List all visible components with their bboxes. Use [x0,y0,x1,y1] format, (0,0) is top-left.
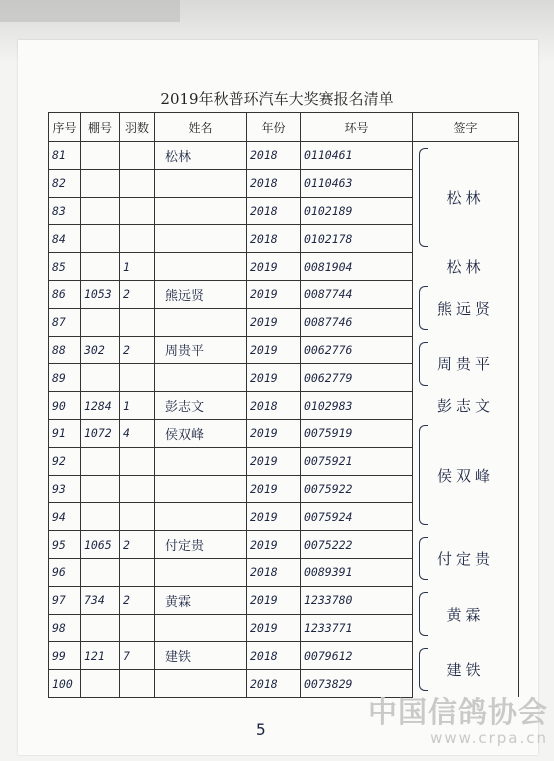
cell-loft: 302 [81,336,120,364]
header-name: 姓名 [155,113,247,142]
header-count: 羽数 [120,113,155,142]
cell-count [120,558,155,586]
cell-count: 2 [120,531,155,559]
cell-seq: 91 [49,419,81,447]
cell-count [120,169,155,197]
cell-seq: 100 [49,670,81,698]
cell-loft [81,308,120,336]
cell-count [120,670,155,698]
cell-seq: 96 [49,558,81,586]
cell-count [120,614,155,642]
cell-name [155,364,247,392]
table-row [49,642,519,670]
cell-signature: 侯双峰 [413,419,519,530]
cell-count [120,308,155,336]
cell-name [155,253,247,281]
header-loft: 棚号 [81,113,120,142]
cell-seq: 82 [49,169,81,197]
cell-seq: 88 [49,336,81,364]
cell-year: 2019 [247,308,301,336]
cell-name: 彭志文 [155,392,247,420]
document-title: 2019年秋普环汽车大奖赛报名清单 [160,90,394,108]
cell-ring: 0089391 [301,558,413,586]
cell-ring: 1233780 [301,586,413,614]
cell-year: 2019 [247,336,301,364]
table-row [49,392,519,420]
cell-name: 付定贵 [155,531,247,559]
cell-ring: 0102178 [301,225,413,253]
watermark [368,690,548,747]
cell-seq: 99 [49,642,81,670]
cell-ring: 0075919 [301,419,413,447]
cell-count [120,503,155,531]
signature-brace [419,286,428,330]
cell-loft: 121 [81,642,120,670]
table-row [49,419,519,447]
cell-count [120,197,155,225]
cell-name: 松林 [155,142,247,170]
cell-year: 2019 [247,614,301,642]
cell-year: 2018 [247,558,301,586]
cell-signature: 松林 [413,253,519,281]
cell-year: 2018 [247,169,301,197]
signature-brace [419,342,428,386]
cell-ring: 0102983 [301,392,413,420]
cell-seq: 98 [49,614,81,642]
cell-count [120,225,155,253]
cell-loft [81,253,120,281]
cell-year: 2019 [247,586,301,614]
cell-loft [81,475,120,503]
cell-ring: 1233771 [301,614,413,642]
cell-seq: 84 [49,225,81,253]
table-row [49,586,519,614]
cell-ring: 0087744 [301,280,413,308]
cell-year: 2018 [247,670,301,698]
cell-year: 2018 [247,392,301,420]
cell-ring: 0110461 [301,142,413,170]
cell-ring: 0062776 [301,336,413,364]
cell-year: 2019 [247,280,301,308]
cell-seq: 89 [49,364,81,392]
cell-year: 2019 [247,447,301,475]
signature-brace [419,148,428,247]
cell-name [155,308,247,336]
cell-name: 周贵平 [155,336,247,364]
watermark-url: www.crpa.cn [430,729,548,747]
registration-table [48,112,519,698]
cell-count: 2 [120,586,155,614]
cell-seq: 95 [49,531,81,559]
cell-name [155,447,247,475]
cell-seq: 85 [49,253,81,281]
cell-name: 黄霖 [155,586,247,614]
cell-count: 2 [120,336,155,364]
cell-signature: 周贵平 [413,336,519,392]
cell-count [120,364,155,392]
cell-ring: 0110463 [301,169,413,197]
cell-count [120,475,155,503]
cell-name [155,225,247,253]
cell-name [155,197,247,225]
cell-name [155,670,247,698]
signature-brace [419,537,428,581]
signature-brace [419,425,428,524]
table-header-row [49,113,519,142]
cell-ring: 0087746 [301,308,413,336]
header-year: 年份 [247,113,301,142]
table-row [49,531,519,559]
cell-ring: 0081904 [301,253,413,281]
page-number: 5 [256,720,266,739]
cell-seq: 81 [49,142,81,170]
cell-ring: 0075924 [301,503,413,531]
cell-year: 2019 [247,531,301,559]
table-row [49,253,519,281]
cell-loft [81,197,120,225]
cell-count: 1 [120,253,155,281]
cell-ring: 0075922 [301,475,413,503]
cell-seq: 83 [49,197,81,225]
cell-loft: 734 [81,586,120,614]
cell-seq: 92 [49,447,81,475]
cell-loft [81,142,120,170]
table-row [49,336,519,364]
cell-loft: 1284 [81,392,120,420]
cell-ring: 0075222 [301,531,413,559]
signature-brace [419,592,428,636]
cell-ring: 0062779 [301,364,413,392]
cell-loft [81,614,120,642]
cell-year: 2019 [247,419,301,447]
table-row [49,280,519,308]
cell-count: 4 [120,419,155,447]
cell-loft [81,670,120,698]
cell-name [155,169,247,197]
cell-name [155,475,247,503]
cell-count [120,142,155,170]
cell-signature: 彭志文 [413,392,519,420]
cell-seq: 93 [49,475,81,503]
cell-loft [81,558,120,586]
table-row [49,142,519,170]
cell-signature: 黄霖 [413,586,519,642]
cell-name [155,558,247,586]
cell-seq: 94 [49,503,81,531]
cell-count: 2 [120,280,155,308]
cell-seq: 86 [49,280,81,308]
cell-year: 2019 [247,253,301,281]
cell-year: 2019 [247,364,301,392]
cell-year: 2018 [247,225,301,253]
cell-name [155,503,247,531]
cell-ring: 0102189 [301,197,413,225]
cell-loft: 1053 [81,280,120,308]
cell-name: 建铁 [155,642,247,670]
cell-signature: 付定贵 [413,531,519,587]
cell-signature: 建铁 [413,642,519,698]
cell-name: 侯双峰 [155,419,247,447]
cell-name [155,614,247,642]
header-signature: 签字 [413,113,519,142]
cell-loft: 1072 [81,419,120,447]
cell-loft [81,225,120,253]
cell-seq: 90 [49,392,81,420]
watermark-org: 中国信鸽协会 [367,695,548,729]
header-seq: 序号 [49,113,81,142]
cell-year: 2019 [247,475,301,503]
cell-loft [81,364,120,392]
cell-seq: 87 [49,308,81,336]
cell-name: 熊远贤 [155,280,247,308]
cell-count: 1 [120,392,155,420]
cell-year: 2018 [247,642,301,670]
cell-loft: 1065 [81,531,120,559]
cell-loft [81,169,120,197]
cell-ring: 0073829 [301,670,413,698]
scan-edge-strip [0,0,180,22]
cell-signature: 松林 [413,142,519,253]
cell-signature: 熊远贤 [413,280,519,336]
cell-year: 2019 [247,503,301,531]
cell-loft [81,447,120,475]
cell-ring: 0075921 [301,447,413,475]
header-ring: 环号 [301,113,413,142]
signature-brace [419,648,428,692]
cell-seq: 97 [49,586,81,614]
cell-count: 7 [120,642,155,670]
cell-count [120,447,155,475]
cell-loft [81,503,120,531]
cell-year: 2018 [247,197,301,225]
cell-year: 2018 [247,142,301,170]
cell-ring: 0079612 [301,642,413,670]
